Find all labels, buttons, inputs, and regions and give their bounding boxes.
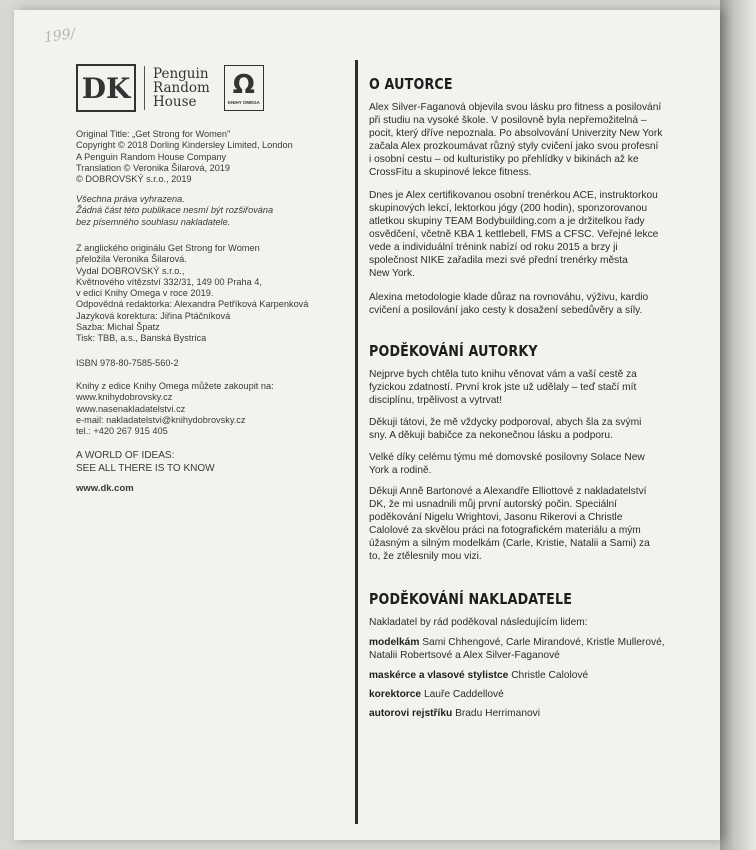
credit-line — [369, 707, 540, 720]
credit-role: autorovi rejstříku — [369, 708, 453, 719]
copyright-block — [76, 129, 334, 185]
rights-line: bez písemného souhlasu nakladatele. — [76, 216, 231, 227]
text-line: Calolové za skvělou práci na fotografickém materiálu a mým — [369, 525, 641, 536]
imprint-line: Vydal DOBROVSKÝ s.r.o., — [76, 265, 185, 276]
imprint-line: © DOBROVSKÝ s.r.o., 2019 — [76, 174, 192, 185]
imprint-line: v edici Knihy Omega v roce 2019. — [76, 288, 214, 299]
text-line: Děkuji Anně Bartonové a Alexandře Elliottové z nakladatelství — [369, 486, 647, 497]
text-line: disciplínu, trpělivost a vytrvat! — [369, 395, 503, 406]
paragraph — [369, 416, 641, 442]
text-line: DK, že mi usnadnili můj první autorský počin. Speciální — [369, 499, 618, 510]
text-line: to, že ztělesnily mou vizi. — [369, 551, 482, 562]
book-edge — [720, 0, 756, 850]
slogan-line: A WORLD OF IDEAS: — [76, 450, 175, 461]
pencil-note: 199/ — [43, 25, 77, 47]
text-line: Alex Silver-Faganová objevila svou lásku pro fitness a posilování — [369, 102, 662, 113]
credit-names: Natalii Robertsové a Alex Silver-Faganové — [369, 650, 560, 661]
rights-line: Všechna práva vyhrazena. — [76, 194, 185, 204]
credit-indexer — [369, 707, 540, 720]
logo-divider — [144, 66, 145, 110]
credit-line — [369, 688, 504, 701]
text-line: atletkou skupiny TEAM Bodybuilding.com a je držitelkou řady — [369, 216, 645, 227]
imprint-line: Tisk: TBB, a.s., Banská Bystrica — [76, 333, 207, 344]
text-line: fyzickou zdatností. První krok jste už udělaly – teď stačí mít — [369, 382, 637, 393]
imprint-line: Z anglického originálu Get Strong for Women — [76, 243, 260, 253]
publisher-logos — [76, 65, 264, 111]
credit-role: korektorce — [369, 689, 422, 700]
imprint-line: Květnového vítězství 332/31, 149 00 Praha 4, — [76, 276, 262, 287]
text-line: i osobní cestu – od kulturistiky po přehlídky v bikinách až ke — [369, 154, 639, 165]
website-link: www.knihydobrovsky.cz — [76, 392, 173, 403]
credit-role: modelkám — [369, 637, 420, 648]
author-thanks-section — [369, 342, 695, 562]
slogan-line: SEE ALL THERE IS TO KNOW — [76, 462, 215, 474]
imprint-line: Jazyková korektura: Jiřina Ptáčníková — [76, 310, 231, 321]
column-divider — [355, 60, 358, 824]
text-line: sny. A děkuji babičce za nekonečnou lásku a podporu. — [369, 430, 613, 441]
credit-proofreader — [369, 688, 504, 701]
section-heading: O AUTORCE — [369, 75, 453, 93]
credit-role: maskérce a vlasové stylistce — [369, 670, 509, 681]
text-line: Alexina metodologie klade důraz na rovnováhu, výživu, kardio — [369, 292, 649, 303]
rights-line: Žádná část této publikace nesmí být rozšiřována — [76, 205, 274, 216]
credit-names: Christle Calolové — [511, 670, 589, 681]
publication-block — [76, 243, 334, 345]
paragraph — [369, 451, 645, 477]
omega-icon: Ω — [232, 69, 255, 100]
knihy-omega-logo — [224, 65, 264, 111]
imprint-line: A Penguin Random House Company — [76, 151, 227, 162]
text-line: New York. — [369, 268, 415, 279]
credit-line — [369, 636, 665, 649]
prh-line: Random — [153, 80, 210, 96]
credit-line — [369, 669, 588, 682]
text-line: Nejprve bych chtěla tuto knihu věnovat vám a vaší cestě za — [369, 369, 637, 380]
text-line: CrossFitu a skupinové lekce fitness. — [369, 167, 532, 178]
text-line: společnost NIKE zařadila mezi své přední trenérky města — [369, 255, 628, 266]
publisher-thanks-section — [369, 590, 695, 719]
text-line: začala Alex prozkoumávat různý styly cvičení jako svou profesní — [369, 141, 659, 152]
text-line: Dnes je Alex certifikovanou osobní trenérkou ACE, instruktorkou — [369, 190, 658, 201]
paragraph — [369, 101, 662, 179]
website-link: www.nasenakladatelstvi.cz — [76, 403, 186, 414]
dk-website: www.dk.com — [76, 483, 134, 494]
about-author-section — [369, 75, 695, 316]
paragraph — [369, 189, 658, 280]
isbn: ISBN 978-80-7585-560-2 — [76, 358, 179, 368]
paragraph — [369, 616, 588, 629]
phone-line: tel.: +420 267 915 405 — [76, 426, 168, 437]
imprint-line: Knihy z edice Knihy Omega můžete zakoupit na: — [76, 381, 274, 391]
text-line: cvičení a posilování jako cesty k dosažení sebedůvěry a síly. — [369, 305, 643, 316]
credit-names: Lauře Caddellové — [423, 689, 504, 700]
rights-block — [76, 194, 334, 228]
ideas-slogan — [76, 450, 334, 475]
text-line: úžasným a silným modelkám (Carle, Kristie, Natalii a Sami) za — [369, 538, 650, 549]
text-line: Velké díky celému týmu mé domovské posilovny Solace New — [369, 452, 645, 463]
text-line: pocit, který dříve nepoznala. Po absolvování Univerzity New York — [369, 128, 663, 139]
section-heading: PODĚKOVÁNÍ NAKLADATELE — [369, 590, 573, 608]
credit-makeup — [369, 669, 588, 682]
paragraph — [369, 291, 648, 317]
prh-line: Penguin — [153, 66, 209, 82]
dk-logo: DK — [76, 64, 136, 112]
paragraph — [369, 368, 637, 407]
text-line: Nakladatel by rád poděkoval následujícím lidem: — [369, 617, 588, 628]
text-line: skupinových lekcí, lektorkou jógy (200 hodin), sponzorovanou — [369, 203, 648, 214]
imprint-line: Original Title: „Get Strong for Women" — [76, 129, 231, 139]
email-line: e-mail: nakladatelstvi@knihydobrovsky.cz — [76, 414, 246, 425]
imprint-line: Translation © Veronika Šilarová, 2019 — [76, 162, 231, 173]
imprint-line: Sazba: Michal Špatz — [76, 322, 160, 333]
credit-names: Sami Chhengové, Carle Mirandové, Kristle Mullerové, — [422, 637, 665, 648]
purchase-block — [76, 381, 334, 437]
section-heading: PODĚKOVÁNÍ AUTORKY — [369, 342, 538, 360]
imprint-line: Copyright © 2018 Dorling Kindersley Limited, London — [76, 140, 293, 151]
text-line: York a rodině. — [369, 465, 432, 476]
prh-line: House — [153, 94, 197, 110]
text-line: poděkování Nigelu Wrightovi, Jasonu Rikerovi a Christle — [369, 512, 623, 523]
omega-label: KNIHY OMEGA — [227, 99, 260, 105]
paragraph — [369, 485, 650, 563]
text-line: osvědčení, včetně KBA 1 kettlebell, FMS a CFSC. Veřejné lekce — [369, 229, 659, 240]
penguin-random-house-logo — [153, 67, 210, 109]
imprint-line: přeložila Veronika Šilarová. — [76, 254, 187, 265]
imprint-line: Odpovědná redaktorka: Alexandra Petříková Karpenková — [76, 299, 309, 310]
text-line: při studiu na vysoké škole. V posilovně byla nepřemožitelná – — [369, 115, 647, 126]
credit-names: Bradu Herrimanovi — [455, 708, 541, 719]
text-line: vede a individuální trénink nabízí od roku 2015 a brzy ji — [369, 242, 618, 253]
text-line: Děkuji tátovi, že mě vždycky podporoval, abych šla za svými — [369, 417, 642, 428]
credit-models — [369, 636, 665, 662]
